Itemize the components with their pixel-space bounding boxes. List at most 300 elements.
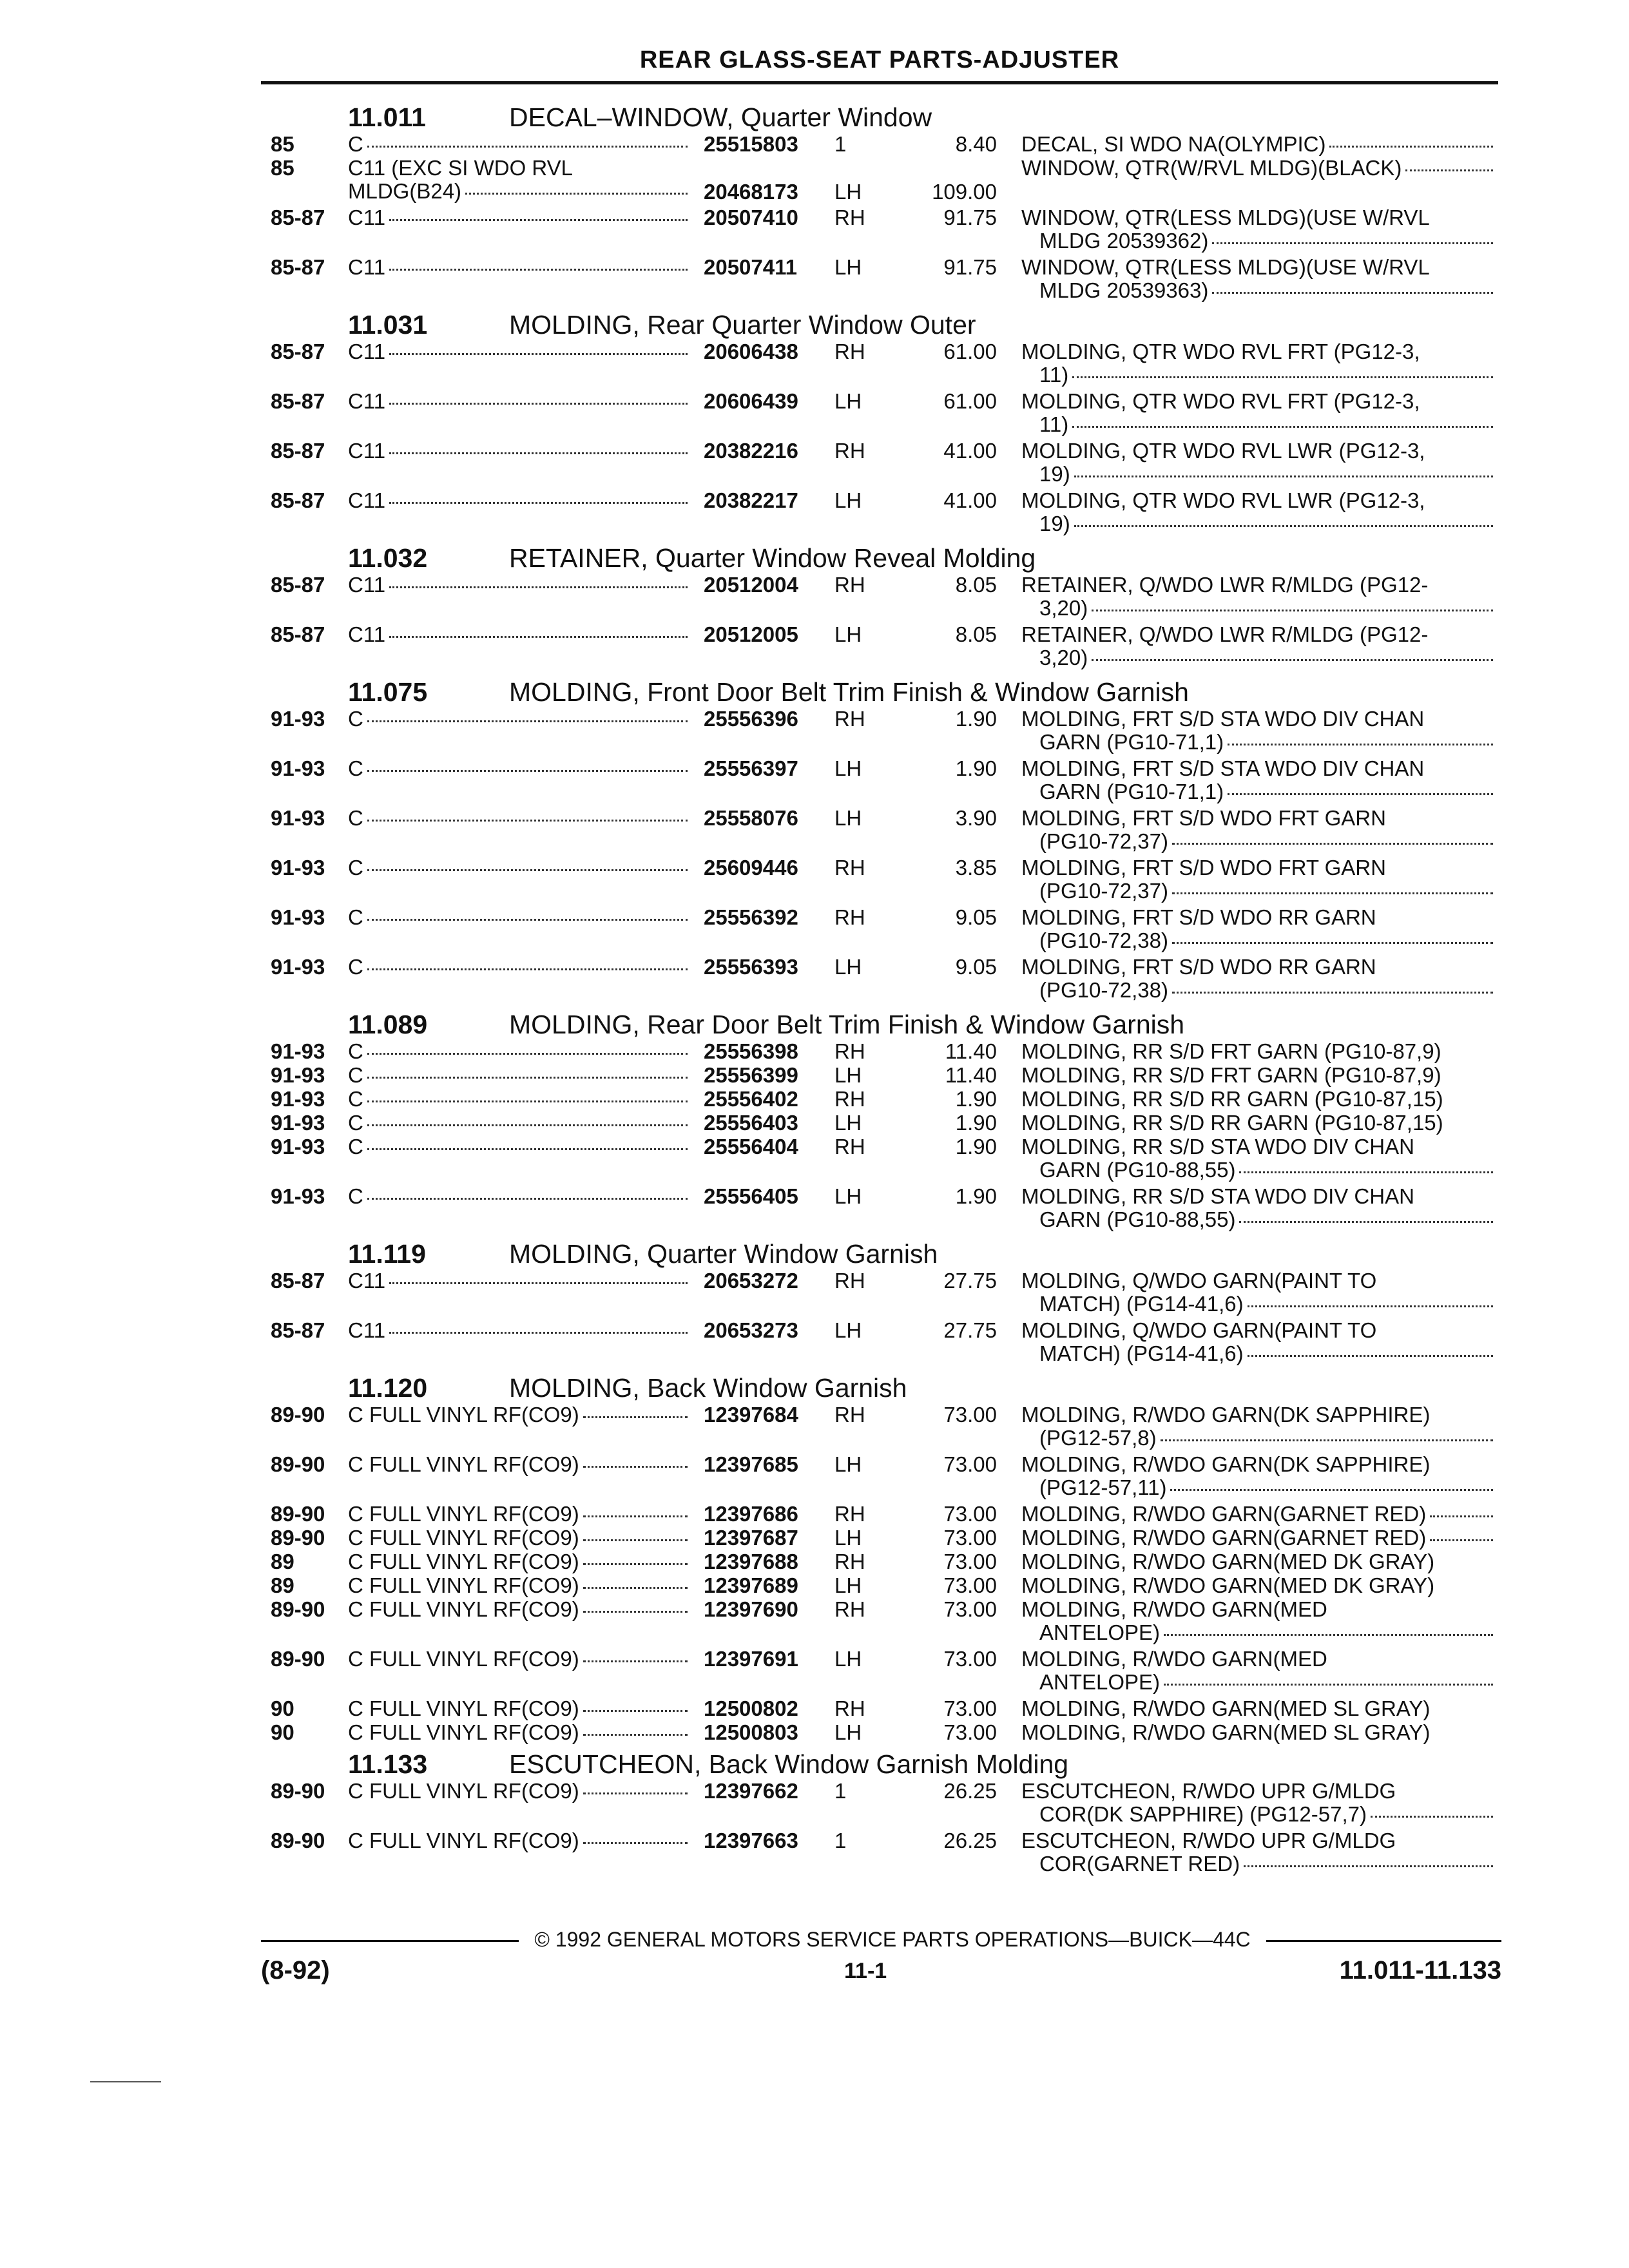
model-year: 91-93	[271, 806, 325, 830]
description	[1021, 1185, 1479, 1231]
part-number: 12397689	[704, 1573, 798, 1597]
model-year: 91-93	[271, 1111, 325, 1135]
description-text: MOLDING, RR S/D FRT GARN (PG10-87,9)	[1021, 1063, 1441, 1087]
model-year: 89-90	[271, 1829, 325, 1852]
description-text: WINDOW, QTR(W/RVL MLDG)(BLACK)	[1021, 156, 1402, 180]
dot-leader	[389, 635, 688, 638]
part-number: 20512004	[704, 573, 798, 597]
part-number: 20507410	[704, 206, 798, 229]
description-text: MOLDING, R/WDO GARN(MED	[1021, 1647, 1327, 1671]
dot-leader	[1371, 1815, 1493, 1818]
footer-date-code: (8-92)	[261, 1956, 330, 1984]
description-text: 19)	[1039, 462, 1070, 486]
part-number: 12500803	[704, 1720, 798, 1744]
quantity: LH	[834, 1526, 862, 1550]
dot-leader	[389, 501, 688, 504]
model-year: 91-93	[271, 707, 325, 731]
quantity: LH	[834, 955, 862, 979]
price: 26.25	[943, 1829, 997, 1852]
dot-leader	[1228, 793, 1493, 795]
section-header	[348, 1374, 907, 1402]
part-number: 25556393	[704, 955, 798, 979]
dot-leader	[389, 402, 688, 405]
quantity: LH	[834, 180, 862, 204]
price: 73.00	[943, 1573, 997, 1597]
description-text: MOLDING, RR S/D FRT GARN (PG10-87,9)	[1021, 1039, 1441, 1063]
description	[1021, 1721, 1479, 1744]
part-number: 12397684	[704, 1403, 798, 1427]
price: 3.85	[955, 856, 997, 879]
quantity: LH	[834, 1573, 862, 1597]
description	[1021, 1040, 1479, 1063]
description-text: MOLDING, FRT S/D WDO FRT GARN	[1021, 806, 1386, 830]
quantity: LH	[834, 1111, 862, 1135]
section-number: 11.032	[348, 543, 428, 573]
part-number: 12397685	[704, 1452, 798, 1476]
description-text: MOLDING, R/WDO GARN(MED	[1021, 1597, 1327, 1621]
description	[1021, 1550, 1479, 1573]
dot-leader	[367, 1124, 688, 1126]
section-number: 11.089	[348, 1010, 428, 1039]
dot-leader	[1248, 1354, 1493, 1357]
description	[1021, 707, 1479, 754]
application	[348, 1829, 688, 1852]
quantity: RH	[834, 439, 865, 463]
description-text: WINDOW, QTR(LESS MLDG)(USE W/RVL	[1021, 206, 1430, 229]
application-text: C	[348, 955, 363, 979]
part-number: 12397688	[704, 1550, 798, 1573]
part-number: 12397663	[704, 1829, 798, 1852]
dot-leader	[583, 1610, 688, 1613]
description	[1021, 1598, 1479, 1644]
model-year: 85	[271, 132, 294, 156]
application	[348, 1319, 688, 1342]
application-text: C	[348, 856, 363, 879]
quantity: 1	[834, 1779, 847, 1803]
application-text: C11	[348, 1318, 386, 1342]
application	[348, 1550, 688, 1573]
description	[1021, 1453, 1479, 1499]
description-text: 11)	[1039, 412, 1069, 436]
dot-leader	[583, 1539, 688, 1541]
quantity: LH	[834, 1318, 862, 1342]
application	[348, 1648, 688, 1671]
model-year: 89-90	[271, 1597, 325, 1621]
price: 11.40	[945, 1039, 997, 1063]
model-year: 85	[271, 156, 294, 180]
part-number: 25556398	[704, 1039, 798, 1063]
description-text: ESCUTCHEON, R/WDO UPR G/MLDG	[1021, 1829, 1396, 1852]
price: 91.75	[943, 206, 997, 229]
dot-leader	[583, 1416, 688, 1418]
description-text: RETAINER, Q/WDO LWR R/MLDG (PG12-	[1021, 622, 1429, 646]
dot-leader	[1172, 842, 1493, 845]
quantity: LH	[834, 1647, 862, 1671]
part-number: 12397662	[704, 1779, 798, 1803]
description	[1021, 340, 1479, 387]
price: 73.00	[943, 1452, 997, 1476]
dot-leader	[1172, 892, 1493, 894]
description	[1021, 807, 1479, 853]
description	[1021, 1526, 1479, 1550]
description-text: 3,20)	[1039, 596, 1088, 620]
dot-leader	[389, 1331, 688, 1334]
dot-leader	[389, 218, 688, 221]
part-number: 25556397	[704, 756, 798, 780]
description	[1021, 1574, 1479, 1597]
description-text: MOLDING, R/WDO GARN(MED DK GRAY)	[1021, 1573, 1435, 1597]
price: 1.90	[955, 1135, 997, 1158]
quantity: LH	[834, 255, 862, 279]
description	[1021, 390, 1479, 436]
dot-leader	[1170, 1488, 1493, 1491]
model-year: 89-90	[271, 1647, 325, 1671]
model-year: 91-93	[271, 856, 325, 879]
application	[348, 757, 688, 780]
dot-leader	[1074, 524, 1493, 527]
application	[348, 439, 688, 463]
price: 41.00	[943, 488, 997, 512]
application-text: C11	[348, 255, 386, 279]
dot-leader	[367, 1076, 688, 1079]
part-number: 25556403	[704, 1111, 798, 1135]
description-text: MOLDING, FRT S/D STA WDO DIV CHAN	[1021, 707, 1425, 731]
price: 109.00	[932, 180, 997, 204]
application	[348, 1453, 688, 1476]
quantity: LH	[834, 1184, 862, 1208]
dot-leader	[367, 1052, 688, 1055]
quantity: LH	[834, 1720, 862, 1744]
footer-copyright: © 1992 GENERAL MOTORS SERVICE PARTS OPERATIONS—BUICK—44C	[534, 1928, 1251, 1951]
dot-leader	[1092, 658, 1493, 661]
description-text: MOLDING, QTR WDO RVL LWR (PG12-3,	[1021, 439, 1425, 463]
dot-leader	[583, 1709, 688, 1712]
price: 27.75	[943, 1318, 997, 1342]
description-text: ESCUTCHEON, R/WDO UPR G/MLDG	[1021, 1779, 1396, 1803]
application-text: C FULL VINYL RF(CO9)	[348, 1647, 579, 1671]
model-year: 89-90	[271, 1403, 325, 1427]
dot-leader	[1329, 145, 1493, 148]
application-text: C11	[348, 622, 386, 646]
dot-leader	[1239, 1220, 1493, 1223]
price: 9.05	[955, 905, 997, 929]
description-text: COR(GARNET RED)	[1039, 1852, 1240, 1876]
description-text: COR(DK SAPPHIRE) (PG12-57,7)	[1039, 1802, 1367, 1826]
section-title: MOLDING, Rear Quarter Window Outer	[509, 310, 976, 340]
model-year: 85-87	[271, 1269, 325, 1293]
application-text: C	[348, 1184, 363, 1208]
quantity: 1	[834, 132, 847, 156]
dot-leader	[1092, 609, 1493, 611]
description-text: WINDOW, QTR(LESS MLDG)(USE W/RVL	[1021, 255, 1430, 279]
description-text: DECAL, SI WDO NA(OLYMPIC)	[1021, 132, 1326, 156]
quantity: RH	[834, 206, 865, 229]
price: 1.90	[955, 1087, 997, 1111]
quantity: LH	[834, 622, 862, 646]
application	[348, 1040, 688, 1063]
quantity: LH	[834, 389, 862, 413]
dot-leader	[583, 1733, 688, 1736]
section-header	[348, 678, 1189, 706]
part-number: 12397686	[704, 1502, 798, 1526]
application	[348, 1574, 688, 1597]
description	[1021, 1135, 1479, 1182]
model-year: 85-87	[271, 389, 325, 413]
part-number: 25556405	[704, 1184, 798, 1208]
application-text: C11	[348, 389, 386, 413]
description-text: GARN (PG10-71,1)	[1039, 730, 1224, 754]
model-year: 91-93	[271, 1135, 325, 1158]
price: 73.00	[943, 1526, 997, 1550]
dot-leader	[1172, 991, 1493, 994]
application	[348, 1135, 688, 1158]
description-text: MOLDING, Q/WDO GARN(PAINT TO	[1021, 1318, 1377, 1342]
application-text: C11	[348, 573, 386, 597]
part-number: 12500802	[704, 1696, 798, 1720]
application-text: C11	[348, 1269, 386, 1293]
description-text: MLDG 20539363)	[1039, 278, 1209, 302]
application	[348, 390, 688, 413]
section-title: ESCUTCHEON, Back Window Garnish Molding	[509, 1749, 1069, 1779]
description-text: ANTELOPE)	[1039, 1620, 1161, 1644]
application-text: C FULL VINYL RF(CO9)	[348, 1696, 579, 1720]
description-text: MOLDING, R/WDO GARN(DK SAPPHIRE)	[1021, 1403, 1431, 1427]
model-year: 89	[271, 1550, 294, 1573]
application	[348, 1088, 688, 1111]
description	[1021, 1648, 1479, 1694]
dot-leader	[1248, 1305, 1493, 1307]
quantity: RH	[834, 1269, 865, 1293]
description	[1021, 133, 1479, 156]
application-text: C	[348, 1039, 363, 1063]
model-year: 89-90	[271, 1526, 325, 1550]
description-text: MOLDING, RR S/D RR GARN (PG10-87,15)	[1021, 1111, 1443, 1135]
quantity: RH	[834, 707, 865, 731]
part-number: 12397691	[704, 1647, 798, 1671]
price: 73.00	[943, 1647, 997, 1671]
application-text: C FULL VINYL RF(CO9)	[348, 1597, 579, 1621]
application-text: C	[348, 1135, 363, 1158]
application	[348, 956, 688, 979]
header-rule	[261, 81, 1498, 84]
description-text: 11)	[1039, 363, 1069, 387]
section-header	[348, 1750, 1068, 1778]
description-text: GARN (PG10-88,55)	[1039, 1158, 1236, 1182]
dot-leader	[367, 720, 688, 722]
application	[348, 489, 688, 512]
dot-leader	[583, 1586, 688, 1589]
description	[1021, 573, 1479, 620]
description-text: 3,20)	[1039, 646, 1088, 669]
dot-leader	[1430, 1515, 1493, 1517]
section-header	[348, 1240, 938, 1268]
price: 8.40	[955, 132, 997, 156]
model-year: 89-90	[271, 1502, 325, 1526]
description-text: MOLDING, QTR WDO RVL LWR (PG12-3,	[1021, 488, 1425, 512]
part-number: 20468173	[704, 180, 798, 204]
price: 3.90	[955, 806, 997, 830]
description-text: (PG12-57,11)	[1039, 1475, 1167, 1499]
section-number: 11.011	[348, 102, 426, 132]
description-text: 19)	[1039, 512, 1070, 535]
description	[1021, 1697, 1479, 1720]
part-number: 25556402	[704, 1087, 798, 1111]
part-number: 20382217	[704, 488, 798, 512]
section-number: 11.120	[348, 1373, 428, 1403]
application	[348, 573, 688, 597]
application-text: C	[348, 756, 363, 780]
application	[348, 1721, 688, 1744]
dot-leader	[583, 1841, 688, 1844]
model-year: 90	[271, 1720, 294, 1744]
part-number: 25609446	[704, 856, 798, 879]
model-year: 85-87	[271, 439, 325, 463]
application	[348, 1403, 688, 1427]
description-text: MOLDING, RR S/D STA WDO DIV CHAN	[1021, 1135, 1414, 1158]
application	[348, 807, 688, 830]
part-number: 25556396	[704, 707, 798, 731]
application-text: C	[348, 132, 363, 156]
dot-leader	[367, 1197, 688, 1200]
section-number: 11.031	[348, 310, 428, 340]
section-title: RETAINER, Quarter Window Reveal Molding	[509, 543, 1036, 573]
description-text: MOLDING, FRT S/D STA WDO DIV CHAN	[1021, 756, 1425, 780]
model-year: 91-93	[271, 756, 325, 780]
quantity: RH	[834, 1087, 865, 1111]
dot-leader	[367, 968, 688, 970]
application	[348, 1064, 688, 1087]
scan-artifact-line	[90, 2081, 161, 2082]
application	[348, 1780, 688, 1803]
description-text: MOLDING, R/WDO GARN(MED DK GRAY)	[1021, 1550, 1435, 1573]
quantity: RH	[834, 1502, 865, 1526]
part-number: 25556392	[704, 905, 798, 929]
part-number: 20507411	[704, 255, 798, 279]
footer-section-range: 11.011-11.133	[1339, 1956, 1501, 1984]
application-text: C FULL VINYL RF(CO9)	[348, 1720, 579, 1744]
model-year: 91-93	[271, 1087, 325, 1111]
description-text: MOLDING, R/WDO GARN(DK SAPPHIRE)	[1021, 1452, 1431, 1476]
application	[348, 1526, 688, 1550]
price: 11.40	[945, 1063, 997, 1087]
section-header	[348, 103, 932, 131]
application	[348, 133, 688, 156]
quantity: LH	[834, 756, 862, 780]
model-year: 89	[271, 1573, 294, 1597]
dot-leader	[583, 1792, 688, 1794]
application	[348, 856, 688, 879]
description	[1021, 757, 1479, 803]
section-number: 11.133	[348, 1749, 428, 1779]
description-text: MOLDING, R/WDO GARN(MED SL GRAY)	[1021, 1696, 1431, 1720]
section-header	[348, 544, 1036, 572]
dot-leader	[1164, 1683, 1493, 1686]
section-number: 11.075	[348, 677, 428, 707]
application-text: C	[348, 1111, 363, 1135]
application-text: C FULL VINYL RF(CO9)	[348, 1502, 579, 1526]
section-header	[348, 311, 976, 339]
application	[348, 256, 688, 279]
model-year: 89-90	[271, 1452, 325, 1476]
description-text: MOLDING, Q/WDO GARN(PAINT TO	[1021, 1269, 1377, 1293]
description	[1021, 439, 1479, 486]
dot-leader	[1072, 425, 1493, 428]
model-year: 85-87	[271, 622, 325, 646]
model-year: 90	[271, 1696, 294, 1720]
description-text: MOLDING, RR S/D RR GARN (PG10-87,15)	[1021, 1087, 1443, 1111]
description	[1021, 206, 1479, 253]
dot-leader	[1228, 743, 1493, 745]
description-text: MOLDING, R/WDO GARN(GARNET RED)	[1021, 1526, 1427, 1550]
model-year: 85-87	[271, 488, 325, 512]
description	[1021, 1111, 1479, 1135]
dot-leader	[367, 869, 688, 871]
dot-leader	[367, 1148, 688, 1150]
dot-leader	[1212, 242, 1493, 244]
description-text: ANTELOPE)	[1039, 1670, 1161, 1694]
price: 61.00	[943, 340, 997, 363]
description	[1021, 1503, 1479, 1526]
dot-leader	[1164, 1633, 1493, 1636]
description	[1021, 956, 1479, 1002]
model-year: 85-87	[271, 255, 325, 279]
dot-leader	[583, 1562, 688, 1565]
price: 73.00	[943, 1403, 997, 1427]
dot-leader	[1405, 169, 1493, 171]
application-text: C	[348, 1063, 363, 1087]
dot-leader	[1172, 941, 1493, 944]
price: 73.00	[943, 1502, 997, 1526]
quantity: RH	[834, 1403, 865, 1427]
description-text: (PG12-57,8)	[1039, 1426, 1157, 1450]
quantity: LH	[834, 1063, 862, 1087]
application-text: C	[348, 806, 363, 830]
application-text: C FULL VINYL RF(CO9)	[348, 1526, 579, 1550]
application-text: C11 (EXC SI WDO RVL	[348, 156, 574, 180]
application	[348, 1503, 688, 1526]
application-text: C FULL VINYL RF(CO9)	[348, 1403, 579, 1427]
quantity: RH	[834, 573, 865, 597]
quantity: RH	[834, 856, 865, 879]
quantity: RH	[834, 905, 865, 929]
quantity: LH	[834, 1452, 862, 1476]
dot-leader	[367, 1100, 688, 1102]
description-text: MOLDING, R/WDO GARN(MED SL GRAY)	[1021, 1720, 1431, 1744]
description	[1021, 1269, 1479, 1316]
price: 73.00	[943, 1720, 997, 1744]
description	[1021, 1064, 1479, 1087]
section-header	[348, 1010, 1184, 1039]
quantity: RH	[834, 1696, 865, 1720]
description-text: MATCH) (PG14-41,6)	[1039, 1292, 1244, 1316]
footer-rule-right	[1266, 1940, 1501, 1942]
price: 1.90	[955, 1184, 997, 1208]
page-title: REAR GLASS-SEAT PARTS-ADJUSTER	[639, 46, 1120, 73]
price: 91.75	[943, 255, 997, 279]
application-text: C11	[348, 488, 386, 512]
quantity: 1	[834, 1829, 847, 1852]
price: 41.00	[943, 439, 997, 463]
section-number: 11.119	[348, 1239, 426, 1269]
dot-leader	[1244, 1865, 1493, 1867]
description-text: (PG10-72,37)	[1039, 829, 1168, 853]
dot-leader	[1072, 376, 1493, 378]
part-number: 20512005	[704, 622, 798, 646]
description	[1021, 1403, 1479, 1450]
application	[348, 623, 688, 646]
price: 9.05	[955, 955, 997, 979]
description	[1021, 256, 1479, 302]
